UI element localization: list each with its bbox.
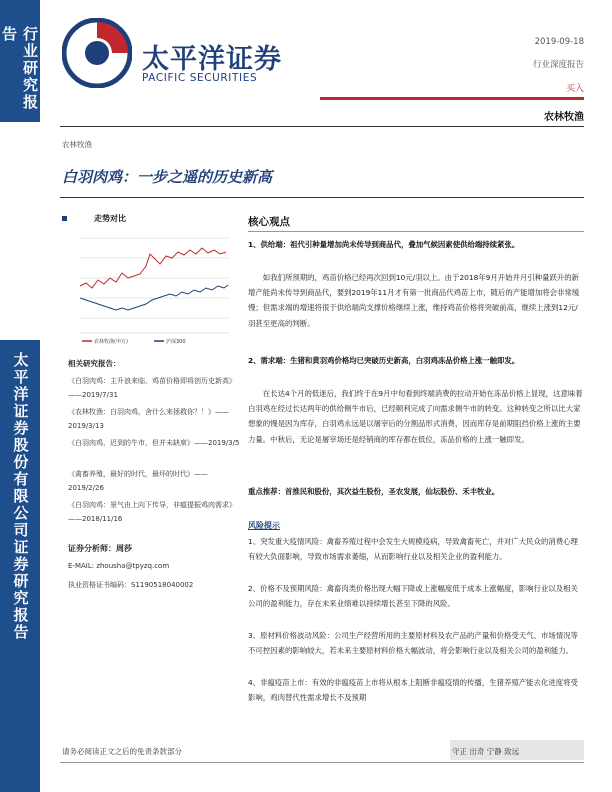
core-heading: 核心观点: [248, 216, 290, 228]
footer-rule: [60, 762, 584, 763]
series-agri-line: [80, 248, 226, 288]
report-type: 行业深度报告: [532, 60, 584, 70]
related-item[interactable]: 《白羽肉鸡，迟到的牛市，但并未缺席》——2019/3/5: [68, 439, 240, 447]
analyst-email[interactable]: E-MAIL: zhousha@tpyzq.com: [68, 562, 170, 570]
risk-item: 4、非瘟疫苗上市：有效的非瘟疫苗上市将从根本上阻断非瘟疫情的传播，生猪养殖产能去化进度将受影响，鸡肉替代性需求增长不及预期: [248, 678, 578, 703]
legend-agri: 农林牧渔(申万): [94, 339, 128, 345]
section-marker-icon: [62, 216, 67, 221]
series-hs300-line: [80, 285, 228, 310]
demand-title: 2、需求端：生猪和黄羽鸡价格均已突破历史新高，白羽鸡冻品价格上涨一触即发。: [248, 356, 520, 365]
logo-en: PACIFIC SECURITIES: [142, 72, 258, 84]
rating-badge: 买入: [565, 84, 584, 94]
industry-label: 农林牧渔: [544, 112, 584, 123]
core-rule: [248, 231, 584, 232]
report-date: 2019-09-18: [534, 37, 584, 47]
related-heading: 相关研究报告：: [68, 359, 121, 368]
risk-item: 1、突发重大疫情风险：禽畜养殖过程中会发生大规模疫病，导致禽畜死亡，并对广大民众的消费心理有较大负面影响，导致市场需求萎缩，从而影响行业以及相关企业的盈利能力。: [248, 537, 578, 562]
related-item[interactable]: 《白羽肉鸡：景气由上向下传导，非瘟提振鸡肉需求》——2018/11/16: [68, 501, 236, 523]
sidebar-top: [0, 0, 40, 122]
risk-item: 3、原材料价格波动风险：公司生产经营所用的主要原材料及农产品的产量和价格受天气、市场情况等不可控因素的影响较大，若未来主要原材料价格大幅波动，将会影响行业以及相关公司的盈利能力。: [248, 631, 578, 656]
sidebar-top-text: 行业研究报告: [0, 26, 39, 111]
supply-body: 如我们所预期的，鸡苗价格已经再次回到10元/羽以上。由于2018年9月开始并月引种量跃升的新增产能尚未传导到商品代，要到2019年11月才有第一批商品代鸡苗上市，随后的产能增加将会非常缓慢；但需求端的增速将很于供给端尚支撑价格继续上涨，维持鸡苗价格将突破前高，继续上涨到12元/羽甚至更高的判断。: [248, 273, 580, 328]
focus-recommend: 重点推荐：首推民和股份，其次益生股份，圣农发展，仙坛股份、禾丰牧业。: [248, 487, 500, 496]
demand-body: 在长达4个月的低迷后，我们终于在9月中旬看到终端消费的拉动开始在冻品价格上显现，这意味着白羽鸡在经过长达两年的供给侧牛市后，已经顺利完成了向需求侧牛市的转变。这种转变之所以比大家想象的慢是因为库存，白羽鸡永远是以屠宰后的分割品形式消费，因而库存是前期阻挡价格上涨的主要力量。中秋后，无论是屠宰场还是经销商的库存都在低位，冻品价格的上涨一触即发。: [248, 389, 583, 444]
sidebar-bottom: [0, 340, 40, 792]
analyst-cert: 执业资格证书编码：S1190518040002: [68, 581, 194, 589]
title-divider: [60, 197, 584, 198]
footer-slogan: 守正 出奇 宁静 致远: [452, 747, 520, 756]
company-logo-icon: [62, 18, 132, 88]
related-item[interactable]: 《农林牧渔：白羽肉鸡，舍什么来拯救你？！》——2019/3/13: [68, 408, 229, 430]
legend-hs300: 沪深300: [166, 339, 186, 345]
sidebar-bottom-text: 太平洋证券股份有限公司证券研究报告: [11, 352, 30, 641]
related-item[interactable]: 《禽畜养殖，最好的时代，最坏的时代》——2019/2/26: [68, 470, 208, 492]
trend-title: 走势对比: [94, 214, 126, 223]
report-title: 白羽肉鸡：一步之遥的历史新高: [62, 168, 273, 186]
logo-cn: 太平洋证券: [142, 44, 282, 75]
risk-heading: 风险提示: [248, 521, 280, 530]
related-item[interactable]: 《白羽肉鸡：主升浪来临，鸡苗价格即将创历史新高》——2019/7/31: [68, 377, 236, 399]
trend-chart: [62, 228, 232, 350]
footer-disclaimer: 请务必阅读正文之后的免责条款部分: [62, 747, 182, 756]
risk-item: 2、价格不及预期风险：禽畜肉类价格出现大幅下降或上涨幅度低于成本上涨幅度，影响行业以及相关公司的盈利能力，存在未来业绩难以持续增长甚至下降的风险。: [248, 584, 578, 609]
sector-label: 农林牧渔: [62, 140, 92, 149]
analyst-name: 证券分析师：周莎: [68, 544, 132, 553]
header-divider: [60, 126, 584, 127]
rating-rule: [320, 97, 584, 100]
supply-title: 1、供给端：祖代引种量增加尚未传导到商品代，叠加气候因素使供给端持续紧张。: [248, 240, 520, 249]
